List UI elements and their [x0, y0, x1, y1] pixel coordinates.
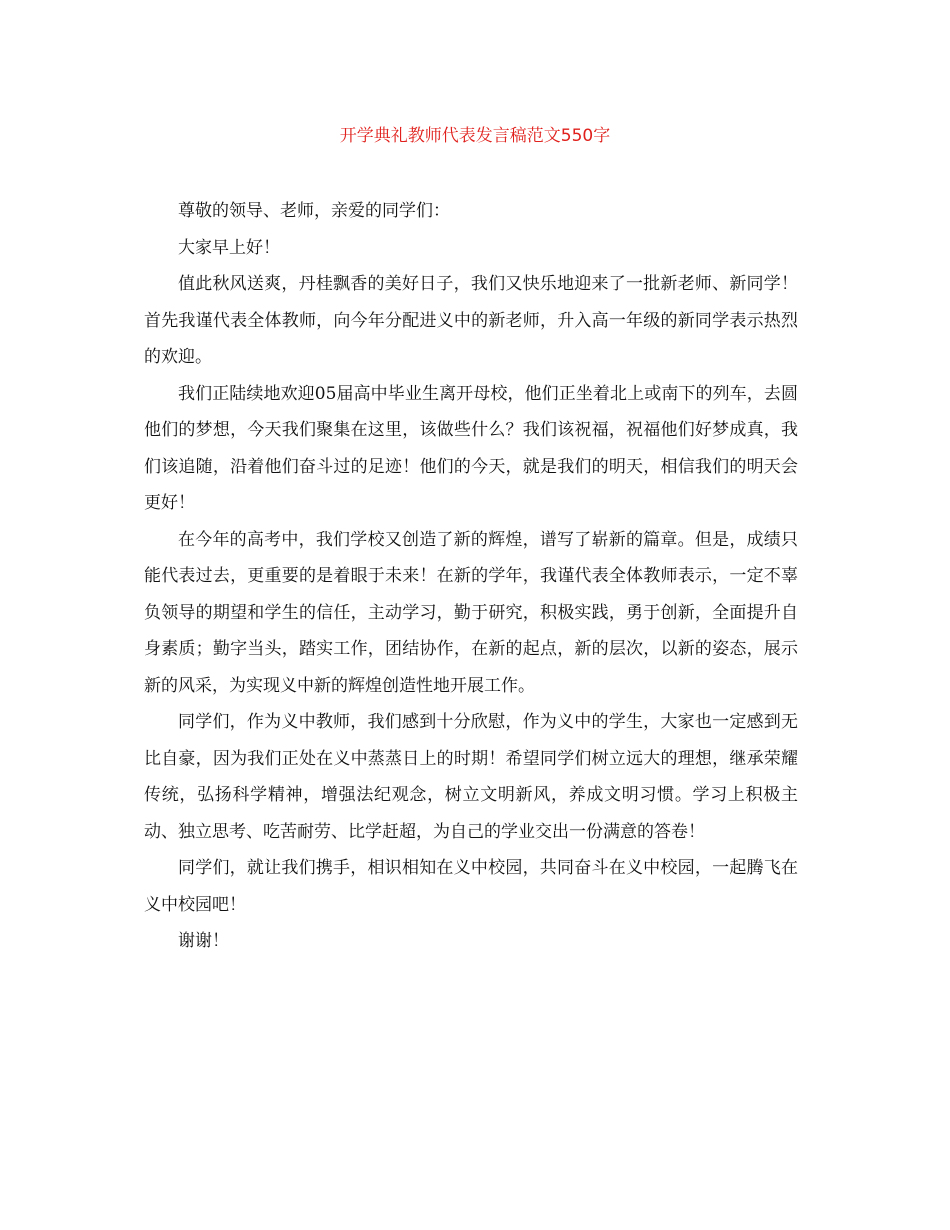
- document-body: [144, 193, 798, 960]
- paragraph-together: 同学们，就让我们携手，相识相知在义中校园，共同奋斗在义中校园，一起腾飞在义中校园吧！: [144, 858, 798, 915]
- paragraph-students: 同学们，作为义中教师，我们感到十分欣慰，作为义中的学生，大家也一定感到无比自豪，因为我们正处在义中蒸蒸日上的时期！希望同学们树立远大的理想，继承荣耀传统，弘扬科学精神，增强法纪观念，树立文明新风，养成文明习惯。学习上积极主动、独立思考、吃苦耐劳、比学赶超，为自己的学业交出一份满意的答卷！: [144, 712, 798, 842]
- greeting: 大家早上好！: [178, 237, 280, 258]
- paragraph-achievements: 在今年的高考中，我们学校又创造了新的辉煌，谱写了崭新的篇章。但是，成绩只能代表过去，更重要的是着眼于未来！在新的学年，我谨代表全体教师表示，一定不辜负领导的期望和学生的信任，主动学习，勤于研究，积极实践，勇于创新，全面提升自身素质；勤字当头，踏实工作，团结协作，在新的起点，新的层次，以新的姿态，展示新的风采，为实现义中新的辉煌创造性地开展工作。: [144, 529, 798, 696]
- document-title: 开学典礼教师代表发言稿范文550字: [339, 126, 611, 146]
- salutation: 尊敬的领导、老师，亲爱的同学们：: [178, 201, 450, 221]
- closing: 谢谢！: [178, 931, 229, 951]
- paragraph-welcome: 值此秋风送爽，丹桂飘香的美好日子，我们又快乐地迎来了一批新老师、新同学！首先我谨代表全体教师，向今年分配进义中的新老师，升入高一年级的新同学表示热烈的欢迎。: [144, 274, 798, 367]
- paragraph-graduates: 我们正陆续地欢迎05届高中毕业生离开母校，他们正坐着北上或南下的列车，去圆他们的梦想，今天我们聚集在这里，该做些什么？我们该祝福，祝福他们好梦成真，我们该追随，沿着他们奋斗过的足迹！他们的今天，就是我们的明天，相信我们的明天会更好！: [144, 383, 798, 513]
